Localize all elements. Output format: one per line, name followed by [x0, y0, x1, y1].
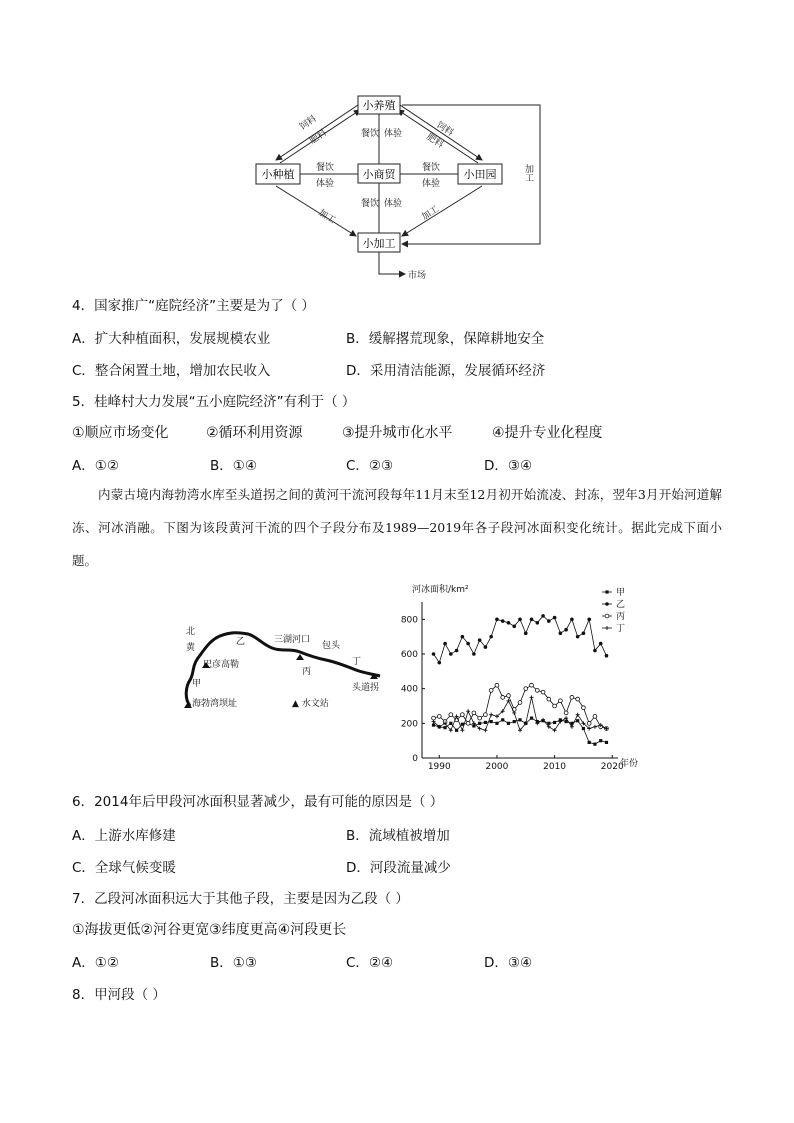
- north-label: 北: [186, 627, 196, 637]
- data-point: [484, 645, 488, 649]
- x-tick-label: 2000: [485, 762, 509, 770]
- data-point: [512, 624, 516, 628]
- legend-label: 乙: [616, 600, 626, 610]
- data-point: [432, 716, 436, 720]
- data-point: [530, 618, 534, 622]
- label-jiagong-left: 加工: [316, 208, 337, 227]
- label-canyin-right: 餐饮: [422, 163, 441, 173]
- x-tick-label: 1990: [427, 762, 451, 770]
- data-point: [507, 621, 511, 625]
- q5-item-1: ①顺应市场变化: [72, 425, 169, 441]
- q5-stem: 5．桂峰村大力发展“五小庭院经济”有利于（ ）: [72, 394, 356, 410]
- data-point: [518, 701, 522, 705]
- label-tiyan-top: 体验: [384, 129, 403, 139]
- data-point: [524, 687, 528, 691]
- data-point: [489, 635, 493, 639]
- data-point: [501, 619, 505, 623]
- q5-option-b[interactable]: B．①④: [210, 458, 257, 474]
- data-point: [547, 722, 550, 725]
- label-sanhuhekou: 三湖河口: [274, 635, 311, 645]
- legend-label: 丙: [616, 612, 626, 622]
- y-tick-label: 0: [412, 754, 418, 764]
- data-point: [547, 697, 551, 701]
- data-point: [507, 722, 510, 725]
- series-line-3: [434, 685, 607, 728]
- node-jiagong: [358, 233, 400, 252]
- label-tiyan-left: 体验: [316, 179, 335, 189]
- data-point: [495, 618, 499, 622]
- data-point: [541, 614, 545, 618]
- node-yangzhi: [358, 96, 400, 114]
- label-siliao-right: 饲料: [434, 120, 455, 139]
- data-point: [541, 690, 545, 694]
- legend-hydro-station: ▲ 水文站: [292, 699, 329, 709]
- legend-marker: [605, 614, 609, 618]
- data-point: [530, 717, 533, 720]
- label-jia: 甲: [192, 679, 202, 689]
- data-point: [553, 721, 556, 724]
- data-point: [587, 618, 591, 622]
- q6-option-c[interactable]: C．全球气候变暖: [72, 860, 176, 876]
- data-point: [449, 713, 453, 717]
- data-point: [582, 706, 586, 710]
- data-point: [570, 695, 574, 699]
- q5-option-d[interactable]: D．③④: [484, 458, 533, 474]
- data-point: [495, 683, 499, 687]
- q4-option-a[interactable]: A．扩大种植面积，发展规模农业: [72, 331, 271, 347]
- data-point: [460, 713, 464, 717]
- q5-option-c[interactable]: C．②③: [346, 458, 394, 474]
- svg-text:小养殖: 小养殖: [362, 99, 396, 112]
- label-jiagong-right: 加工: [420, 204, 441, 223]
- label-siliao-left: 饲料: [298, 114, 319, 133]
- label-jiagong-far: 加工: [523, 164, 533, 182]
- reading-passage: 内蒙古境内海勃湾水库至头道拐之间的黄河干流河段每年11月末至12月初开始流凌、封冻，翌年3月开始河道解冻、河冰消融。下图为该段黄河干流的四个子段分布及1989—2019年各子段河冰面积变化统计。据此完成下面小题。: [72, 487, 722, 568]
- data-point: [490, 720, 493, 723]
- y-tick-label: 800: [400, 615, 418, 626]
- series-line-2: [434, 616, 607, 663]
- q4-option-b[interactable]: B．缓解撂荒现象，保障耕地安全: [346, 331, 545, 347]
- data-point: [455, 649, 459, 653]
- river-label: 黄: [186, 643, 196, 653]
- q5-option-a[interactable]: A．①②: [72, 458, 119, 474]
- data-point: [558, 699, 562, 703]
- data-point: [501, 718, 504, 721]
- label-canyin-top: 餐饮: [361, 129, 380, 139]
- q5-item-4: ④提升专业化程度: [492, 425, 603, 441]
- q8-stem: 8．甲河段（ ）: [72, 987, 166, 1003]
- node-tianyuan: [458, 164, 502, 184]
- svg-text:小种植: 小种植: [261, 168, 295, 181]
- y-tick-label: 200: [400, 719, 418, 730]
- data-point: [605, 741, 608, 744]
- data-point: [507, 694, 511, 698]
- data-point: [443, 642, 447, 646]
- data-point: [564, 711, 568, 715]
- svg-text:小加工: 小加工: [362, 237, 396, 250]
- data-point: [530, 683, 534, 687]
- data-point: [564, 628, 568, 632]
- x-tick-label: 2010: [543, 762, 567, 770]
- data-point: [484, 713, 488, 717]
- q6-option-d[interactable]: D．河段流量减少: [346, 860, 451, 876]
- data-point: [599, 642, 603, 646]
- data-point: [524, 631, 528, 635]
- label-haibowan: 海勃湾坝址: [192, 699, 238, 709]
- data-point: [513, 720, 516, 723]
- data-point: [478, 716, 482, 720]
- data-point: [593, 743, 596, 746]
- legend-marker: [605, 602, 609, 606]
- data-point: [443, 726, 446, 729]
- label-ding: 丁: [352, 657, 362, 667]
- q4-stem: 4．国家推广“庭院经济”主要是为了（ ）: [72, 298, 315, 314]
- data-point: [588, 741, 591, 744]
- q7-option-d[interactable]: D．③④: [484, 955, 533, 971]
- data-point: [461, 635, 465, 639]
- label-tiyan-bottom: 体验: [384, 199, 403, 209]
- label-market: 市场: [408, 271, 427, 281]
- q5-item-3: ③提升城市化水平: [342, 425, 453, 441]
- series-2: [432, 614, 609, 664]
- data-point: [432, 723, 435, 726]
- data-point: [478, 638, 482, 642]
- data-point: [593, 649, 597, 653]
- data-point: [432, 652, 436, 656]
- y-tick-label: 400: [400, 684, 418, 695]
- label-toudaoguai: 头道拐: [352, 683, 380, 693]
- data-point: [484, 721, 487, 724]
- q4-option-d[interactable]: D．采用清洁能源，发展循环经济: [346, 363, 546, 379]
- q7-stem: 7．乙段河冰面积远大于其他子段，主要是因为乙段（ ）: [72, 891, 409, 907]
- data-point: [559, 631, 563, 635]
- hydro-station-icon-2: [296, 654, 304, 660]
- data-point: [553, 704, 557, 708]
- q5-item-2: ②循环利用资源: [206, 425, 303, 441]
- data-point: [553, 616, 557, 620]
- data-point: [501, 695, 505, 699]
- data-point: [437, 661, 441, 665]
- q6-option-a[interactable]: A．上游水库修建: [72, 828, 176, 844]
- label-feiliao-right: 肥料: [424, 132, 445, 151]
- label-canyin-left: 餐饮: [316, 163, 335, 173]
- data-point: [605, 654, 609, 658]
- data-point: [437, 715, 441, 719]
- x-tick-label: 2020: [600, 762, 624, 770]
- river-ice-area-chart: [396, 580, 646, 770]
- data-point: [472, 711, 476, 715]
- data-point: [535, 689, 539, 693]
- q4-option-c[interactable]: C．整合闲置土地，增加农民收入: [72, 363, 271, 379]
- data-point: [576, 635, 580, 639]
- data-point: [587, 721, 591, 725]
- river-segment-map: [176, 618, 388, 722]
- legend-marker: [605, 590, 608, 593]
- data-point: [466, 721, 470, 725]
- data-point: [489, 689, 493, 693]
- data-point: [599, 739, 602, 742]
- node-zhongzhi: [256, 164, 300, 184]
- legend-label: 丁: [616, 624, 626, 634]
- y-tick-label: 600: [400, 650, 418, 660]
- data-point: [547, 619, 551, 623]
- q7-option-b[interactable]: B．①③: [210, 955, 257, 971]
- data-point: [449, 722, 452, 725]
- q6-stem: 6．2014年后甲段河冰面积显著减少，最有可能的原因是（ ）: [72, 794, 444, 810]
- chart-xlabel: 年份: [620, 759, 639, 769]
- label-bayangaole: 巴彦高勒: [203, 660, 240, 670]
- data-point: [535, 621, 539, 625]
- data-point: [576, 697, 580, 701]
- q7-option-a[interactable]: A．①②: [72, 955, 119, 971]
- q6-option-b[interactable]: B．流域植被增加: [346, 828, 450, 844]
- legend-label: 甲: [616, 588, 626, 598]
- label-feiliao-left: 肥料: [308, 128, 329, 147]
- data-point: [466, 642, 470, 646]
- chart-ylabel: 河冰面积/km²: [412, 585, 469, 595]
- label-yi: 乙: [236, 637, 246, 647]
- label-tiyan-right: 体验: [422, 179, 441, 189]
- data-point: [478, 722, 481, 725]
- svg-text:小商贸: 小商贸: [362, 168, 396, 181]
- q7-items: ①海拔更低②河谷更宽③纬度更高④河段更长: [72, 922, 347, 938]
- q7-option-c[interactable]: C．②④: [346, 955, 394, 971]
- label-canyin-bottom: 餐饮: [361, 199, 380, 209]
- label-bing: 丙: [302, 667, 312, 677]
- data-point: [576, 719, 579, 722]
- data-point: [455, 729, 458, 732]
- data-point: [472, 652, 476, 656]
- node-shangmao: [358, 164, 400, 183]
- data-point: [495, 722, 498, 725]
- label-baotou: 包头: [322, 641, 341, 651]
- svg-text:小田园: 小田园: [463, 168, 497, 181]
- data-point: [582, 727, 585, 730]
- data-point: [593, 715, 597, 719]
- data-point: [518, 718, 521, 721]
- data-point: [582, 631, 586, 635]
- data-point: [449, 652, 453, 656]
- data-point: [570, 618, 574, 622]
- courtyard-economy-diagram: [250, 92, 550, 292]
- data-point: [518, 618, 522, 622]
